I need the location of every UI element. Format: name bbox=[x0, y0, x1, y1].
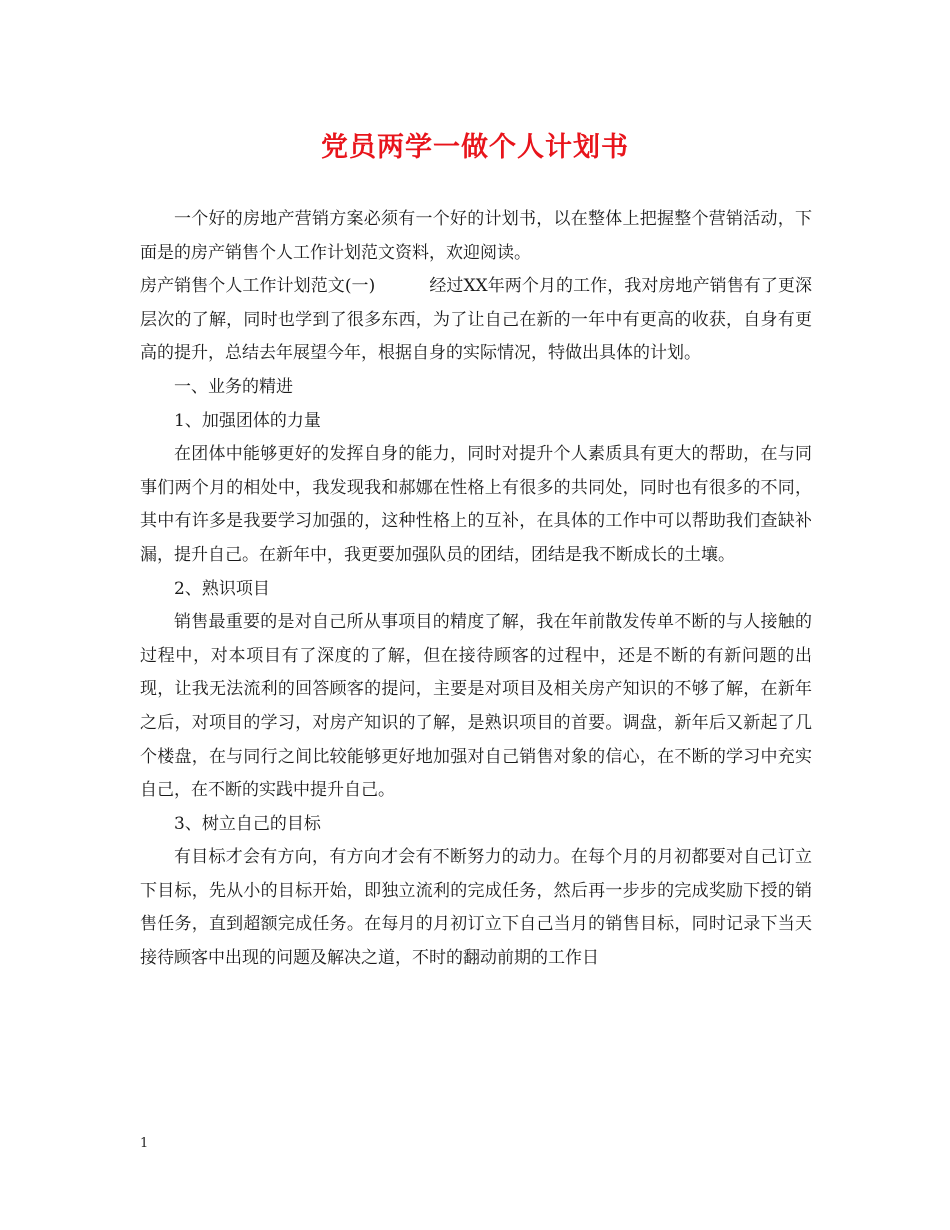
item2-heading: 2、熟识项目 bbox=[174, 578, 270, 599]
document-body bbox=[140, 203, 812, 976]
section-intro: 经过XX年两个月的工作，我对房地产销售有了更深层次的了解，同时也学到了很多东西，为了让自己在新的一年中有更高的收获，自身有更高的提升，总结去年展望今年，根据自身的实际情况，特做出具体的计划。 bbox=[140, 276, 812, 364]
document-title: 党员两学一做个人计划书 bbox=[321, 132, 629, 163]
section-paragraph bbox=[140, 270, 812, 371]
part1-heading: 一、业务的精进 bbox=[174, 376, 293, 397]
intro-paragraph: 一个好的房地产营销方案必须有一个好的计划书，以在整体上把握整个营销活动，下面是的房产销售个人工作计划范文资料，欢迎阅读。 bbox=[140, 209, 812, 263]
item2-paragraph: 销售最重要的是对自己所从事项目的精度了解，我在年前散发传单不断的与人接触的过程中，对本项目有了深度的了解，但在接待顾客的过程中，还是不断的有新问题的出现，让我无法流利的回答顾客的提问，主要是对项目及相关房产知识的不够了解，在新年之后，对项目的学习，对房产知识的了解，是熟识项目的首要。调盘，新年后又新起了几个楼盘，在与同行之间比较能够更好地加强对自己销售对象的信心，在不断的学习中充实自己，在不断的实践中提升自己。 bbox=[140, 612, 812, 801]
page-number: 1 bbox=[140, 1136, 149, 1151]
item3-paragraph: 有目标才会有方向，有方向才会有不断努力的动力。在每个月的月初都要对自己订立下目标，先从小的目标开始，即独立流利的完成任务，然后再一步步的完成奖励下授的销售任务，直到超额完成任务。在每月的月初订立下自己当月的销售目标，同时记录下当天接待顾客中出现的问题及解决之道，不时的翻动前期的工作日 bbox=[140, 847, 812, 969]
item1-heading: 1、加强团体的力量 bbox=[174, 410, 321, 431]
section-heading: 房产销售个人工作计划范文(一) bbox=[140, 276, 376, 297]
item3-heading: 3、树立自己的目标 bbox=[174, 813, 321, 834]
item1-paragraph: 在团体中能够更好的发挥自身的能力，同时对提升个人素质具有更大的帮助，在与同事们两个月的相处中，我发现我和郝娜在性格上有很多的共同处，同时也有很多的不同，其中有许多是我要学习加强的，这种性格上的互补，在具体的工作中可以帮助我们查缺补漏，提升自己。在新年中，我更要加强队员的团结，团结是我不断成长的土壤。 bbox=[140, 444, 812, 565]
